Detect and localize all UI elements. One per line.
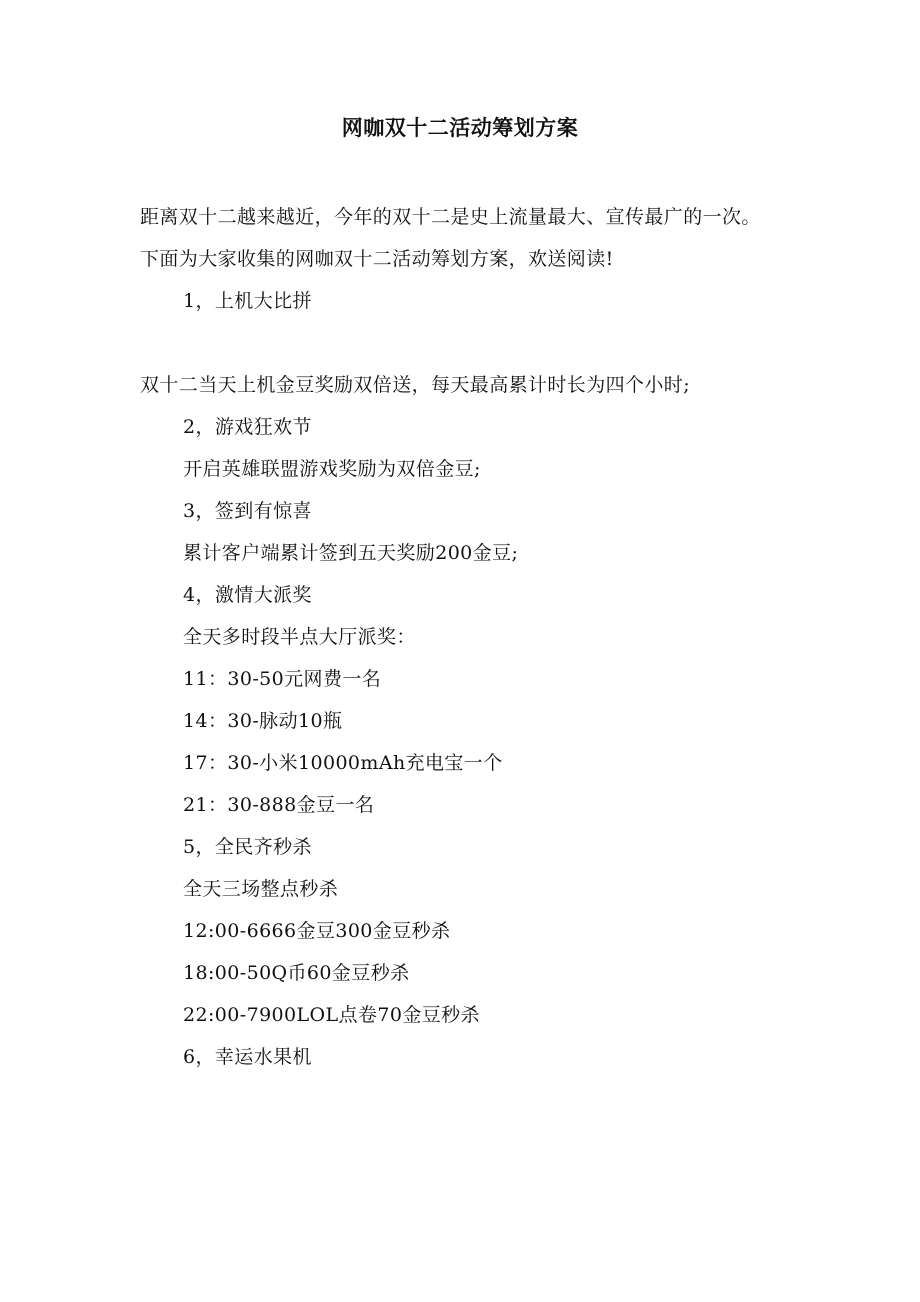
section-text: 双十二当天上机金豆奖励双倍送，每天最高累计时长为四个小时; bbox=[140, 374, 691, 396]
list-item: 22:00-7900LOL点卷70金豆秒杀 bbox=[183, 1004, 480, 1026]
section-heading-6: 6，幸运水果机 bbox=[183, 1046, 312, 1068]
list-item: 12:00-6666金豆300金豆秒杀 bbox=[183, 920, 451, 942]
section-heading-3: 3，签到有惊喜 bbox=[183, 500, 312, 522]
section-text: 开启英雄联盟游戏奖励为双倍金豆; bbox=[183, 458, 481, 480]
list-item: 11：30-50元网费一名 bbox=[183, 668, 382, 690]
document-title: 网咖双十二活动筹划方案 bbox=[341, 115, 579, 140]
section-text: 全天多时段半点大厅派奖： bbox=[183, 626, 416, 648]
list-item: 18:00-50Q币60金豆秒杀 bbox=[183, 962, 410, 984]
section-heading-5: 5，全民齐秒杀 bbox=[183, 836, 312, 858]
intro-paragraph: 距离双十二越来越近，今年的双十二是史上流量最大、宣传最广的一次。下面为大家收集的网咖双十二活动筹划方案，欢送阅读! bbox=[140, 206, 761, 270]
section-heading-2: 2，游戏狂欢节 bbox=[183, 416, 312, 438]
list-item: 14：30-脉动10瓶 bbox=[183, 710, 343, 732]
list-item: 17：30-小米10000mAh充电宝一个 bbox=[183, 752, 503, 774]
section-text: 累计客户端累计签到五天奖励200金豆; bbox=[183, 542, 519, 564]
section-heading-4: 4，激情大派奖 bbox=[183, 584, 312, 606]
list-item: 21：30-888金豆一名 bbox=[183, 794, 375, 816]
section-heading-1: 1，上机大比拼 bbox=[183, 290, 312, 312]
section-text: 全天三场整点秒杀 bbox=[183, 878, 339, 900]
